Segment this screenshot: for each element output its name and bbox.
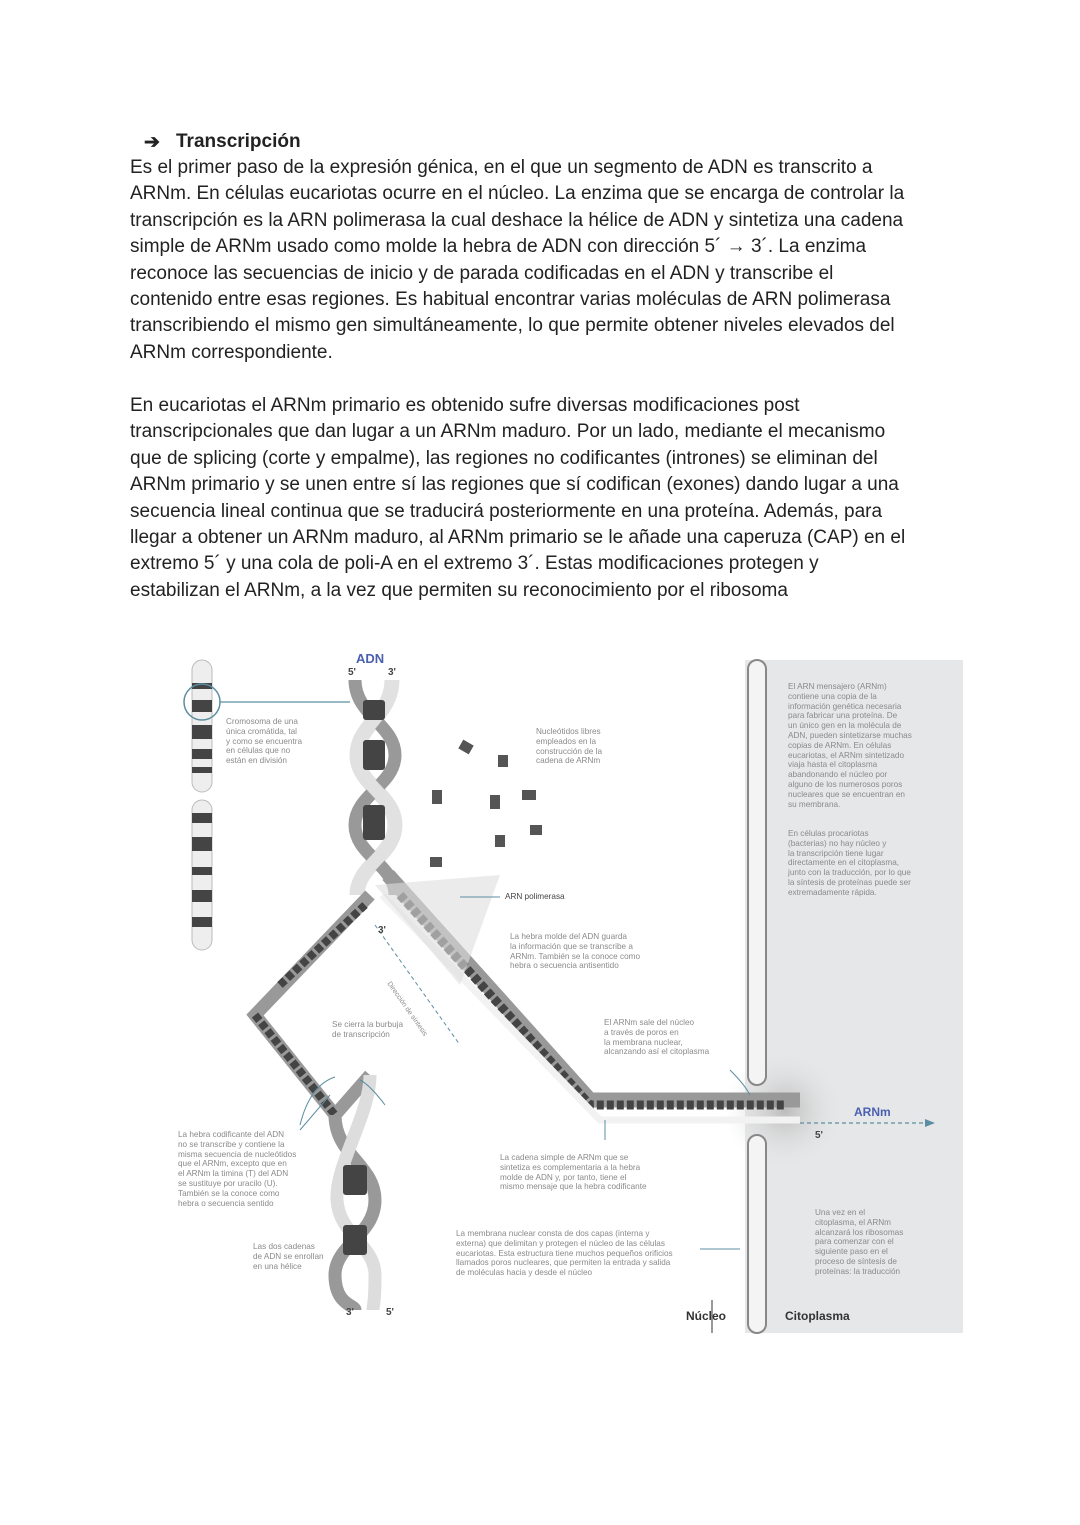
- arn-polimerasa-label: ARN polimerasa: [505, 892, 565, 901]
- prime-3-mid: 3': [378, 925, 386, 936]
- prime-5-arnm: 5': [815, 1130, 823, 1141]
- text-line: Es el primer paso de la expresión génica, en el que un segmento de ADN es transcrito a: [130, 157, 873, 178]
- dos-cadenas-note: Las dos cadenas de ADN se enrollan en una hélice: [253, 1242, 324, 1271]
- arn-mensajero-note: El ARN mensajero (ARNm) contiene una copia de la información genética necesaria para fabricar una proteína. De un único gen en la molécula de ADN, pueden sintetizarse muchas copias de ARNm. En células eucariotas, el ARNm sintetizado viaja hasta el citoplasma abandonando el núcleo por alguno de los numerosos poros nucleares que se encuentran en su membrana.: [788, 682, 912, 809]
- adn-title: ADN: [356, 651, 385, 666]
- text-line: ARNm. En células eucariotas ocurre en el núcleo. La enzima que se encarga de controlar la: [130, 183, 905, 205]
- text-line: estabilizan el ARNm, a la vez que permiten su reconocimiento por el ribosoma: [130, 579, 788, 601]
- paragraph-2: [130, 393, 905, 604]
- citoplasma-label: Citoplasma: [785, 1309, 850, 1323]
- text-line: ARNm correspondiente.: [130, 341, 333, 363]
- nuclear-membrane-lower: [748, 1135, 766, 1333]
- arrow-icon: ➔: [144, 132, 160, 153]
- text-line: llegar a obtener un ARNm maduro, al ARNm primario se le añade una caperuza (CAP) en el: [130, 527, 906, 549]
- hebra-codificante-note: La hebra codificante del ADN no se transcribe y contiene la misma secuencia de nucleótidos que el ARNm, excepto que en el ARNm la timina (T) del ADN se sustituye por uracilo (U). También se la conoce como hebra o secuencia sentido: [178, 1130, 297, 1208]
- text-line: reconoce las secuencias de inicio y de parada codificadas en el ADN y transcribe el: [130, 262, 834, 284]
- hebra-molde-note: La hebra molde del ADN guarda la información que se transcribe a ARNm. También se la conoce como hebra o secuencia antisentido: [510, 932, 640, 971]
- text-line: En eucariotas el ARNm primario es obtenido sufre diversas modificaciones post: [130, 395, 800, 416]
- prime-3-bottom: 3': [346, 1307, 354, 1318]
- arnm-label: ARNm: [854, 1105, 891, 1119]
- prime-5-bottom: 5': [386, 1307, 394, 1318]
- prime-3-top: 3': [388, 667, 396, 678]
- nuclear-membrane-upper: [748, 660, 766, 1085]
- nuclear-pore-halo: [725, 1050, 845, 1170]
- citoplasma-note: Una vez en el citoplasma, el ARNm alcanzará los ribosomas para comenzar con el siguiente paso en el proceso de síntesis de proteínas: la traducción: [815, 1208, 904, 1276]
- text-line: que de splicing (corte y empalme), las regiones no codificantes (intrones) se eliminan del: [130, 447, 878, 469]
- nucleotidos-note: Nucleótidos libres empleados en la construcción de la cadena de ARNm: [536, 727, 602, 766]
- cromosoma-note: Cromosoma de una única cromátida, tal y como se encuentra en células que no están en división: [226, 717, 303, 766]
- nucleo-label: Núcleo: [686, 1309, 727, 1323]
- text-line: secuencia lineal continua que se traducirá posteriormente en una proteína. Además, para: [130, 500, 883, 522]
- section-heading: [144, 131, 301, 153]
- text-line: transcripción es la ARN polimerasa la cual deshace la hélice de ADN y sintetiza una cadena: [130, 209, 904, 231]
- text-line: transcripcionales que dan lugar a un ARNm maduro. Por un lado, mediante el mecanismo: [130, 421, 886, 443]
- burbuja-note: Se cierra la burbuja de transcripción: [332, 1020, 403, 1039]
- coding-strand: [255, 895, 370, 1115]
- procariotas-note: En células procariotas (bacterias) no hay núcleo y la transcripción tiene lugar directamente en el citoplasma, junto con la traducción, por lo que la síntesis de proteínas puede ser extremadamente rápida.: [788, 829, 911, 897]
- sale-nucleo-note: El ARNm sale del núcleo a través de poros en la membrana nuclear, alcanzando así el citoplasma: [604, 1018, 710, 1057]
- text-line: transcribiendo el mismo gen simultáneamente, lo que permite obtener niveles elevados del: [130, 315, 895, 337]
- free-nucleotides: [430, 740, 542, 867]
- text-line: ARNm primario y se unen entre sí las regiones que sí codifican (exones) dando lugar a una: [130, 474, 899, 496]
- membrana-note: La membrana nuclear consta de dos capas (interna y externa) que delimitan y protegen el núcleo de las células eucariotas. Esta estructura tiene muchos pequeños orificios llamados poros nucleares, que permiten la entrada y salida de moléculas hacia y desde el núcleo: [456, 1229, 673, 1278]
- text-line: contenido entre esas regiones. Es habitual encontrar varias moléculas de ARN polimerasa: [130, 289, 891, 311]
- transcription-diagram: [160, 645, 970, 1340]
- heading-title: Transcripción: [176, 131, 301, 152]
- paragraph-1: [130, 155, 904, 366]
- cadena-simple-note: La cadena simple de ARNm que se sintetiza es complementaria a la hebra molde de ADN y, por tanto, tiene el mismo mensaje que la hebra codificante: [500, 1153, 647, 1192]
- text-line: extremo 5´ y una cola de poli-A en el extremo 3´. Estas modificaciones protegen y: [130, 553, 819, 575]
- direccion-sintesis-label: Dirección de síntesis: [385, 980, 429, 1038]
- prime-5-top: 5': [348, 667, 356, 678]
- chromosome: [184, 660, 350, 950]
- text-line: simple de ARNm usado como molde la hebra de ADN con dirección 5´ → 3´. La enzima: [130, 236, 867, 258]
